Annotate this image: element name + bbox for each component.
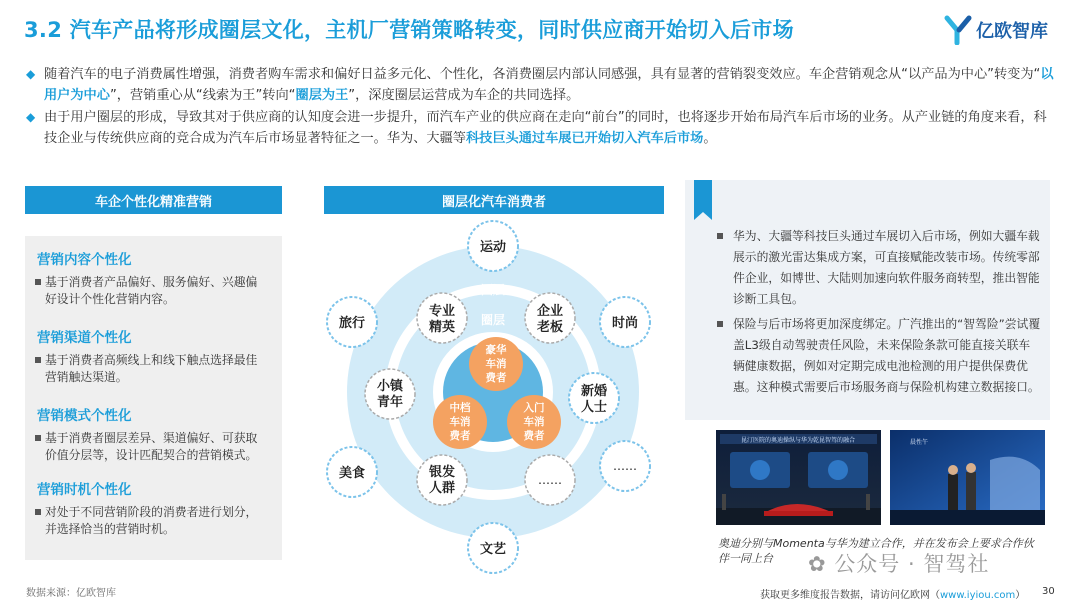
square-bullet-icon: [35, 357, 41, 363]
outer-circle-label: 文艺: [479, 542, 507, 557]
intro-p1-c: ”，深度圈层运营成为车企的共同选择。: [348, 88, 580, 103]
inner-circle-label: 老板: [536, 320, 564, 335]
outer-circle-newlywed: [569, 373, 619, 423]
square-bullet-icon: [35, 279, 41, 285]
outer-circle-label: 人士: [580, 400, 608, 415]
right-info-item-text: 华为、大疆等科技巨头通过车展切入后市场，例如大疆车载展示的激光雷达集成方案，可直接赋能改装市场。传统零部件企业，如博世、大陆则加速向软件服务商转型，推出智能诊断工具包。: [733, 229, 1040, 306]
outer-circle-sport: [468, 221, 518, 271]
outer-circle-label: 时尚: [611, 316, 639, 331]
intro-bullet-1: [26, 64, 1058, 106]
bookmark-icon: [694, 180, 712, 212]
square-bullet-icon: [35, 509, 41, 515]
inner-circle-label: 人群: [428, 481, 456, 496]
outer-ring-label: 圈层: [480, 283, 506, 297]
photo-banner-text: 昆汀医院的奥迪操纵与华为乾昆智驾的融合: [740, 437, 856, 444]
consumer-circle-diagram: [320, 218, 660, 578]
outer-circle-more: [600, 441, 650, 491]
intro-bullets: [26, 64, 1058, 150]
section-text-content: 基于消费者圈层差异、渠道偏好、可获取价值分层等，设计匹配契合的营销模式。: [45, 431, 258, 462]
right-info-box: [685, 180, 1050, 420]
wechat-watermark: [808, 548, 989, 578]
logo-text: 亿欧智库: [976, 21, 1048, 42]
intro-bullet-2: [26, 107, 1058, 149]
photo-huawei-event: [890, 430, 1045, 525]
left-section-mode: [25, 404, 282, 464]
inner-circle-label: 青年: [376, 395, 404, 410]
intro-p2-highlight: 科技巨头通过车展已开始切入汽车后市场: [466, 131, 704, 146]
square-bullet-icon: [35, 435, 41, 441]
inner-circle-label: 企业: [536, 304, 564, 319]
section-text: [25, 274, 282, 308]
intro-p1-highlight-1: 以用户为中心: [44, 67, 1054, 103]
inner-ring-label: 圈层: [480, 313, 506, 327]
core-circle-entry: [507, 395, 561, 449]
intro-p2-a: 由于用户圈层的形成，导致其对于供应商的认知度会进一步提升，而汽车产业的供应商在走向“前台”的同时，也将逐步开始布局汽车后市场的业务。从产业链的角度来看，科技企业与传统供应商的竞合成为汽车后市场显著特征之一。华为、大疆等: [44, 110, 1047, 146]
page-title: 3.2 汽车产品将形成圈层文化，主机厂营销策略转变，同时供应商开始切入后市场: [24, 18, 794, 42]
photo-audi-event: [716, 430, 881, 525]
section-text: [25, 504, 282, 538]
footer-more-suffix: ）: [1015, 590, 1026, 601]
right-info-item-text: 保险与后市场将更加深度绑定。广汽推出的“智驾险”尝试覆盖L3级自动驾驶责任风险，未来保险条款可能直接关联车辆健康数据，例如对定期完成电池检测的用户提供保费优惠。这种模式需要后市场服务商与保险机构建立数据接口。: [733, 317, 1041, 394]
core-label: 车消: [449, 416, 471, 428]
footer-source: 数据来源：亿欧智库: [26, 588, 116, 599]
core-label: 入门: [523, 402, 545, 414]
left-panel: [25, 236, 282, 560]
photo-label-text: 晨性午: [910, 439, 929, 446]
left-section-channel: [25, 326, 282, 386]
inner-circle-label: 小镇: [376, 379, 404, 394]
right-info-item: [715, 314, 1041, 398]
footer-url-link[interactable]: www.iyiou.com: [940, 590, 1016, 601]
intro-p1-b: ”，营销重心从“线索为王”转向“: [109, 88, 296, 103]
diamond-bullet-icon: ◆: [26, 110, 36, 124]
outer-circle-label: 新婚: [580, 384, 608, 399]
square-bullet-icon: [717, 321, 723, 327]
core-label: 豪华: [485, 344, 507, 356]
core-circle-luxury: [469, 337, 523, 391]
center-header: 圈层化汽车消费者: [324, 186, 664, 214]
left-section-content: [25, 248, 282, 308]
core-circle-midrange: [433, 395, 487, 449]
inner-circle-label: ……: [538, 473, 562, 487]
section-text: [25, 352, 282, 386]
inner-circle-silver: [417, 455, 467, 505]
inner-circle-more: [525, 455, 575, 505]
inner-circle-elite: [417, 293, 467, 343]
core-label: 费者: [449, 430, 471, 442]
core-label: 中档: [449, 402, 471, 414]
core-label: 车消: [485, 358, 507, 370]
core-label: 费者: [523, 430, 545, 442]
diamond-bullet-icon: ◆: [26, 67, 36, 81]
inner-circle-town-youth: [365, 369, 415, 419]
outer-circle-label: 旅行: [338, 316, 366, 331]
outer-circle-travel: [327, 297, 377, 347]
section-title: 营销渠道个性化: [37, 330, 132, 346]
footer-more-prefix: 获取更多维度报告数据，请访问亿欧网（: [760, 590, 940, 601]
inner-circle-label: 专业: [428, 304, 456, 319]
section-text-content: 对处于不同营销阶段的消费者进行划分，并选择恰当的营销时机。: [45, 505, 258, 536]
square-bullet-icon: [717, 233, 723, 239]
outer-circle-food: [327, 447, 377, 497]
photo-caption: 奥迪分别与Momenta与华为建立合作，并在发布会上要求合作伙伴一同上台: [718, 537, 1034, 565]
footer-more-info: [760, 586, 1025, 601]
section-text: [25, 430, 282, 464]
logo: [944, 15, 1048, 45]
outer-circle-label: 运动: [479, 240, 507, 255]
wechat-icon: ✿: [808, 552, 827, 576]
inner-circle-label: 精英: [428, 320, 456, 335]
core-label: 车消: [523, 416, 545, 428]
section-text-content: 基于消费者产品偏好、服务偏好、兴趣偏好设计个性化营销内容。: [45, 275, 258, 306]
section-title: 营销模式个性化: [37, 408, 132, 424]
watermark-text: 公众号 · 智驾社: [834, 552, 990, 576]
right-info-item: [715, 226, 1041, 310]
core-label: 费者: [485, 372, 507, 384]
outer-circle-label: 美食: [338, 466, 366, 481]
right-info-text: [715, 226, 1041, 402]
yiou-logo-icon: [944, 15, 972, 45]
inner-circle-boss: [525, 293, 575, 343]
inner-circle-label: 银发: [428, 465, 456, 480]
intro-p1-a: 随着汽车的电子消费属性增强，消费者购车需求和偏好日益多元化、个性化，各消费圈层内部认同感强，具有显著的营销裂变效应。车企营销观念从“以产品为中心”转变为“: [44, 67, 1041, 82]
intro-p1-highlight-2: 圈层为王: [295, 88, 349, 103]
page-number: 30: [1042, 586, 1055, 597]
section-text-content: 基于消费者高频线上和线下触点选择最佳营销触达渠道。: [45, 353, 258, 384]
section-title: 营销内容个性化: [37, 252, 132, 268]
outer-circle-label: ……: [613, 459, 637, 473]
left-section-timing: [25, 478, 282, 538]
outer-circle-fashion: [600, 297, 650, 347]
section-title: 营销时机个性化: [37, 482, 132, 498]
outer-circle-art: [468, 523, 518, 573]
intro-p2-c: 。: [703, 131, 717, 146]
left-panel-header: 车企个性化精准营销: [25, 186, 282, 214]
